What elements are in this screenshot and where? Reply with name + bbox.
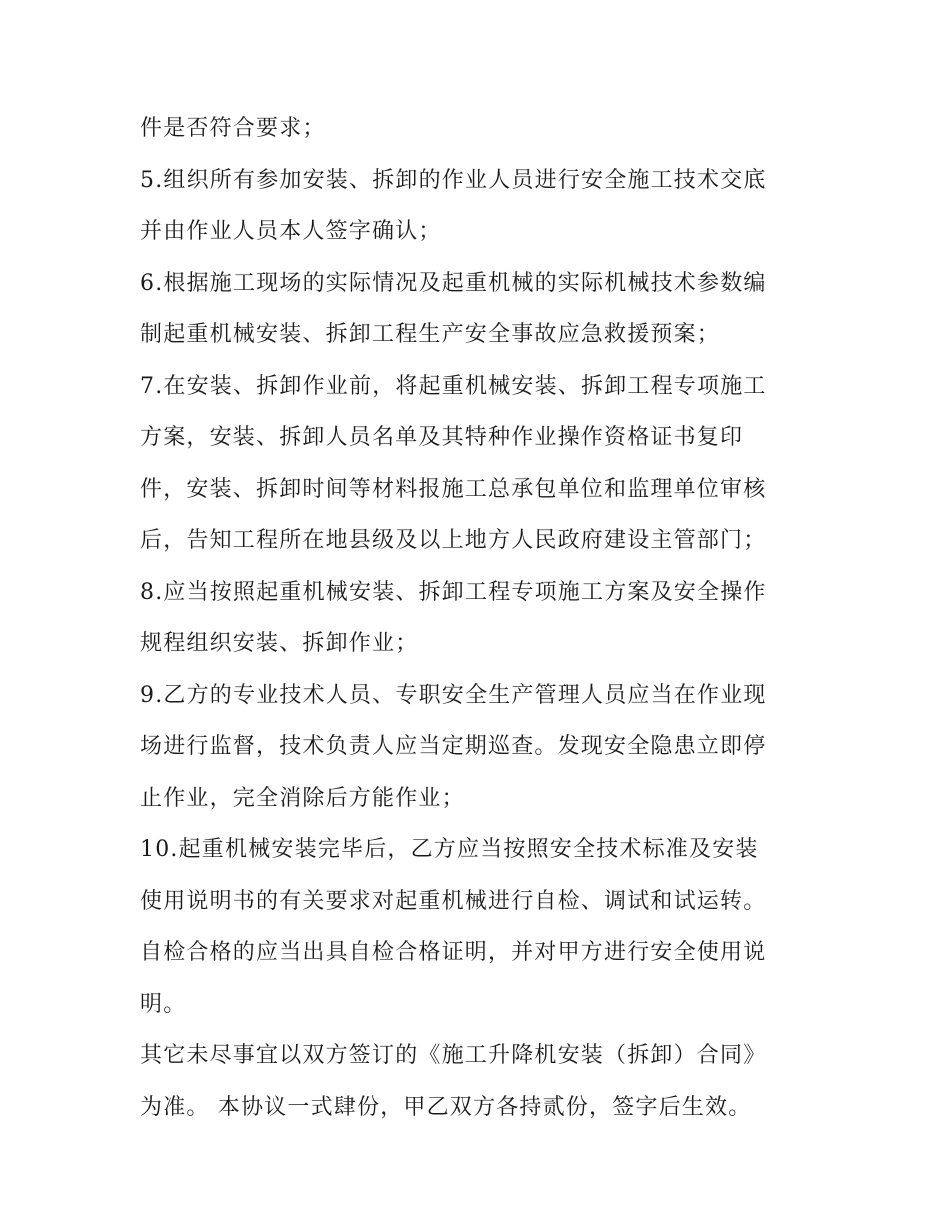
document-body xyxy=(140,108,820,1138)
text-line: 6.根据施工现场的实际情况及起重机械的实际机械技术参数编 xyxy=(140,270,767,296)
text-line: 明。 xyxy=(140,991,187,1017)
text-line: 件是否符合要求； xyxy=(140,116,326,141)
text-line: 制起重机械安装、拆卸工程生产安全事故应急救援预案； xyxy=(140,322,721,347)
text-line: 场进行监督，技术负责人应当定期巡查。发现安全隐患立即停 xyxy=(140,734,767,759)
text-line: 9.乙方的专业技术人员、专职安全生产管理人员应当在作业现 xyxy=(140,682,767,708)
text-line: 方案，安装、拆卸人员名单及其特种作业操作资格证书复印 xyxy=(140,425,744,450)
text-line: 自检合格的应当出具自检合格证明，并对甲方进行安全使用说 xyxy=(140,940,767,965)
text-line: 后，告知工程所在地县级及以上地方人民政府建设主管部门； xyxy=(140,528,767,553)
text-line: 7.在安装、拆卸作业前，将起重机械安装、拆卸工程专项施工 xyxy=(140,373,767,399)
text-line: 止作业，完全消除后方能作业； xyxy=(140,785,465,811)
text-line: 件，安装、拆卸时间等材料报施工总承包单位和监理单位审核 xyxy=(140,476,767,502)
text-line: 使用说明书的有关要求对起重机械进行自检、调试和试运转。 xyxy=(140,888,767,914)
text-line: 其它未尽事宜以双方签订的《施工升降机安装（拆卸）合同》 xyxy=(140,1043,767,1068)
text-line: 5.组织所有参加安装、拆卸的作业人员进行安全施工技术交底 xyxy=(140,167,767,193)
text-line: 为准。 本协议一式肆份，甲乙双方各持贰份，签字后生效。 xyxy=(140,1094,752,1120)
text-line: 8.应当按照起重机械安装、拆卸工程专项施工方案及安全操作 xyxy=(140,579,767,605)
text-line: 规程组织安装、拆卸作业； xyxy=(140,631,419,656)
text-line: 10.起重机械安装完毕后，乙方应当按照安全技术标准及安装 xyxy=(140,837,759,862)
text-line: 并由作业人员本人签字确认； xyxy=(140,219,442,244)
